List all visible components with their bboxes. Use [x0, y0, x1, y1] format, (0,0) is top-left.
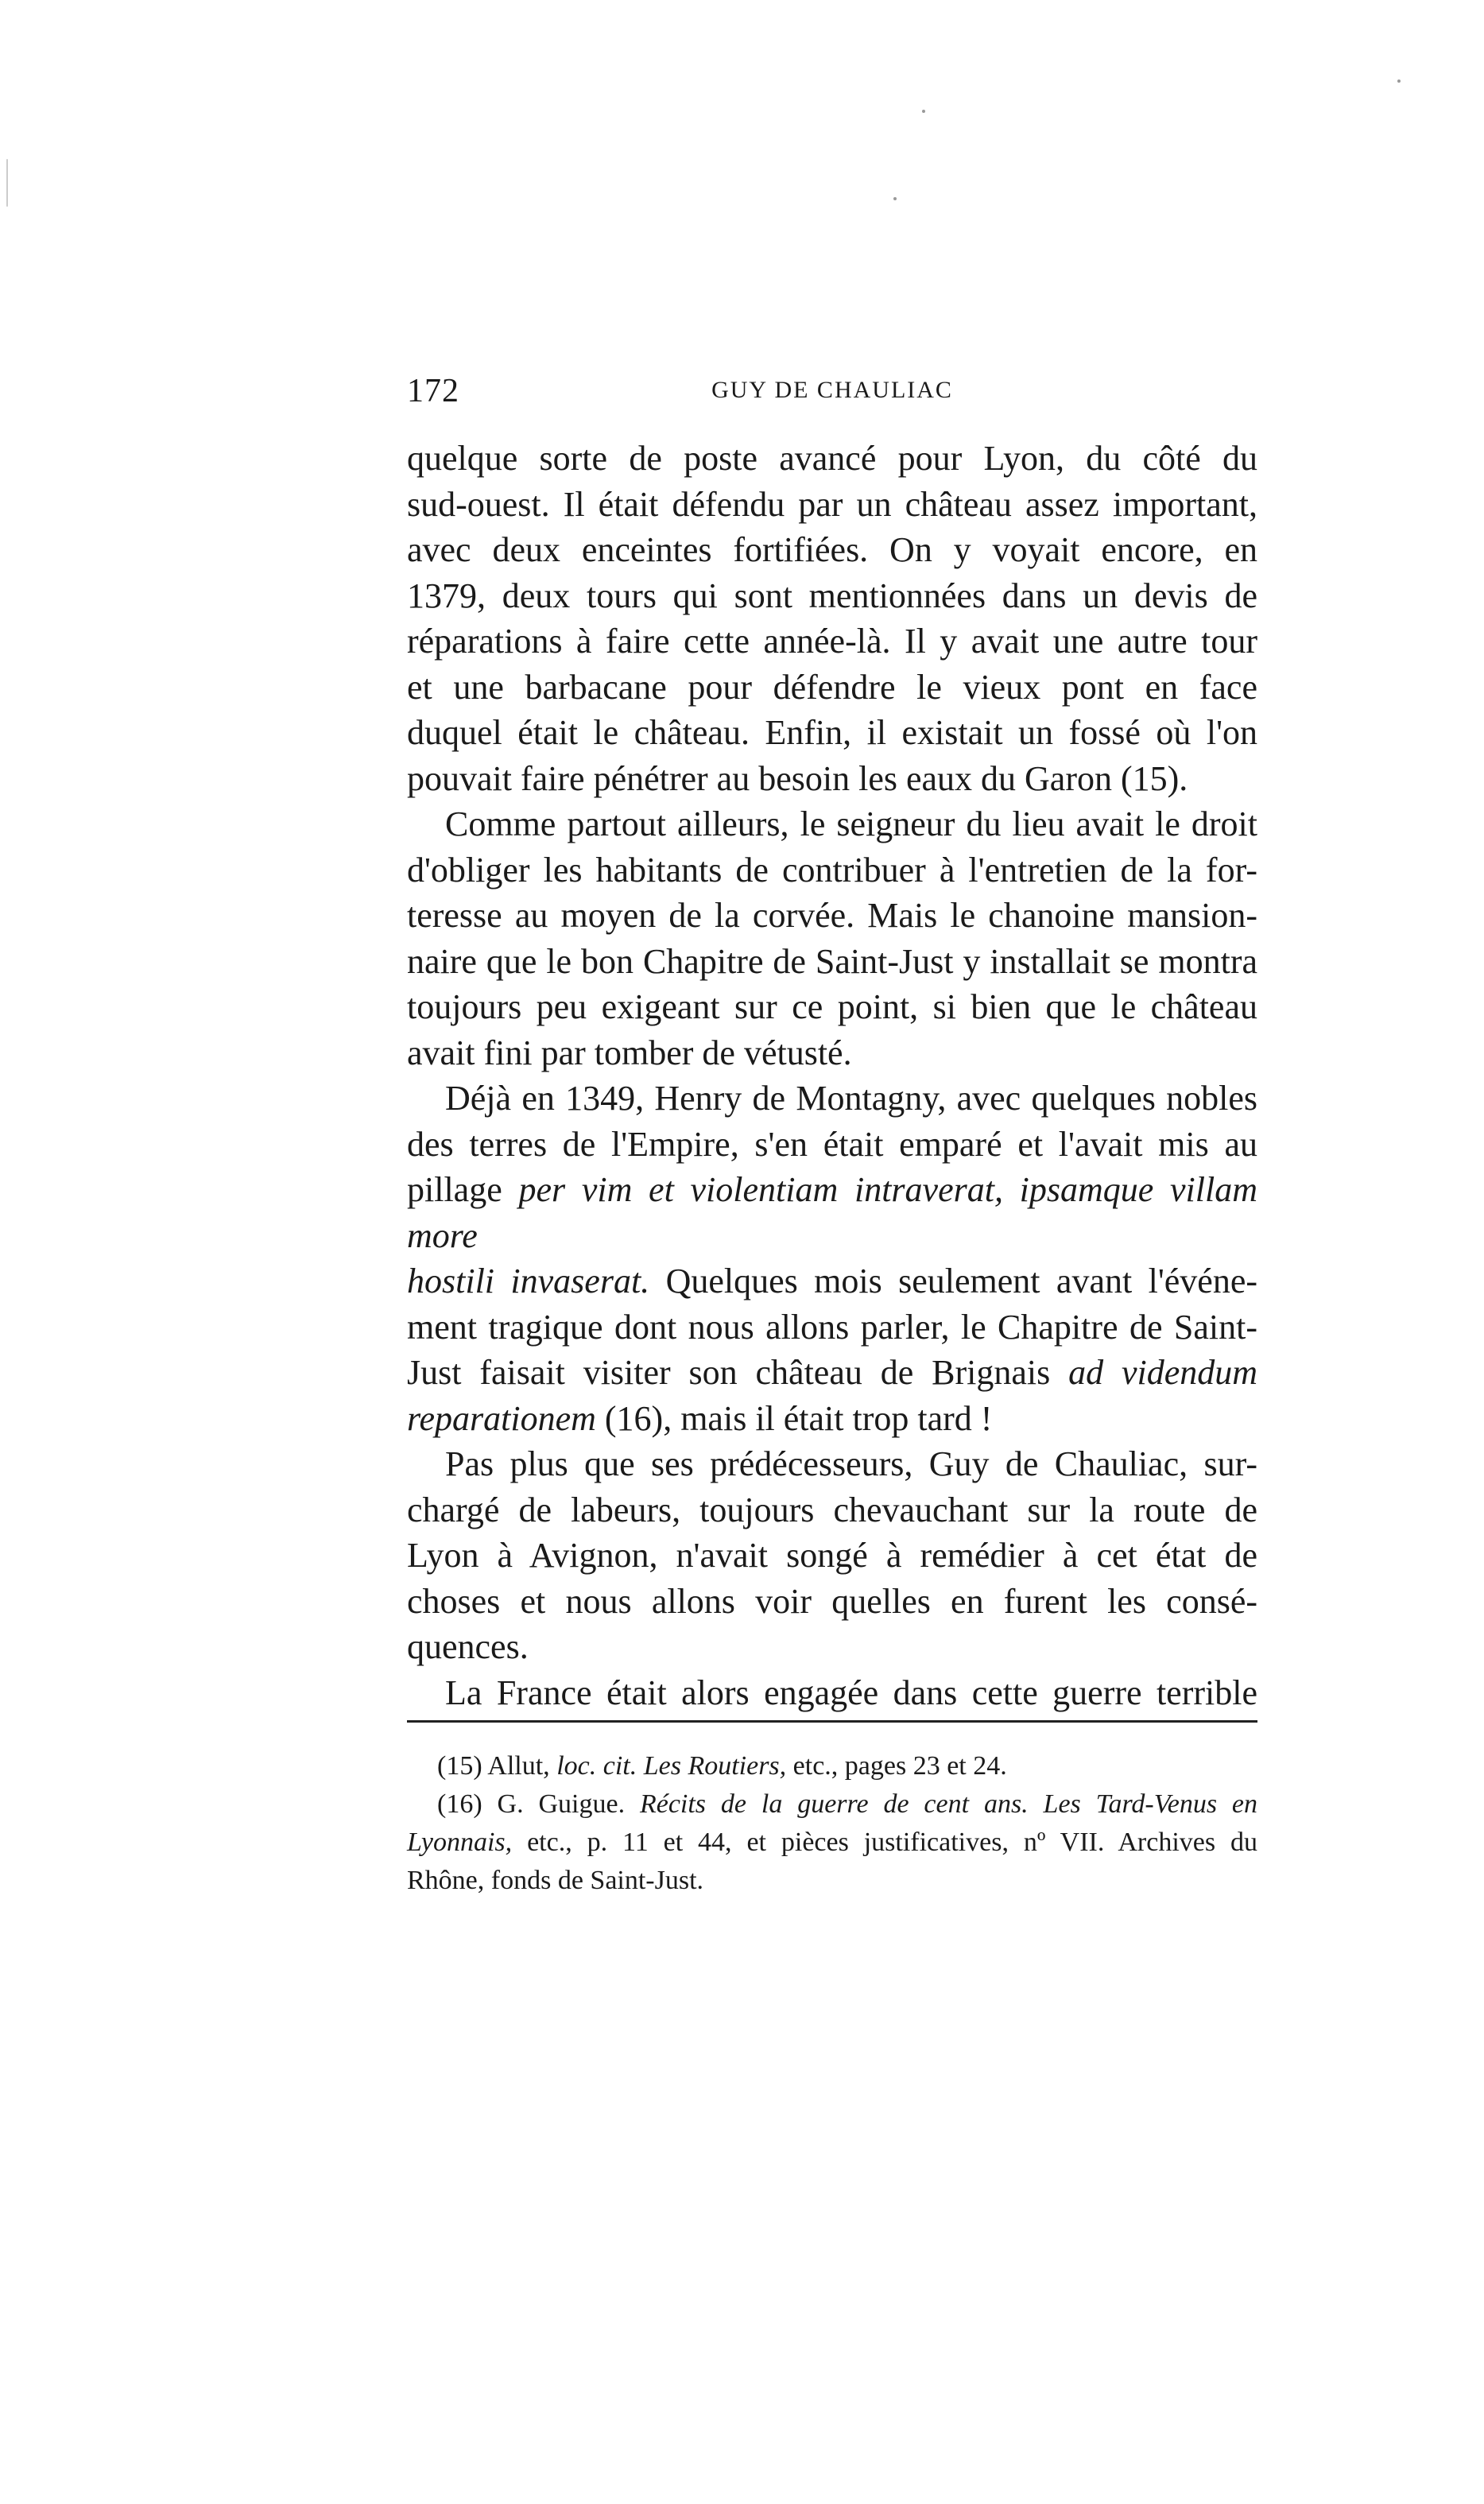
text-line: duquel était le château. Enfin, il existait un fossé où l'on	[407, 713, 1257, 752]
text-line: naire que le bon Chapitre de Saint-Just y installait se montra	[407, 941, 1257, 981]
text-run: Quelques mois seulement avant l'événe-	[649, 1262, 1257, 1300]
text-run: etc., pages 23 et 24.	[792, 1751, 1007, 1781]
footnote-rule	[407, 1720, 1257, 1723]
scan-speck	[922, 110, 925, 113]
paragraph-1	[407, 436, 1257, 801]
text-run: G. Guigue.	[497, 1789, 626, 1819]
latin-quote: per vim et violentiam intraverat, ipsamque villam more	[407, 1170, 1258, 1255]
paragraph-3	[407, 1076, 1257, 1441]
text-line: 1379, deux tours qui sont mentionnées dans un devis de	[407, 576, 1257, 615]
scan-speck	[893, 197, 897, 200]
page-header	[407, 372, 1257, 420]
citation-title: loc. cit. Les Routiers,	[556, 1751, 787, 1781]
text-line	[407, 1785, 1257, 1824]
text-line: avait fini par tomber de vétusté.	[407, 1033, 852, 1072]
paragraph-4	[407, 1441, 1257, 1670]
text-line: La France était alors engagée dans cette guerre terrible	[445, 1673, 1257, 1712]
text-line: avec deux enceintes fortifiées. On y voyait encore, en	[407, 530, 1257, 569]
text-run: pillage	[407, 1170, 519, 1209]
text-line	[407, 1350, 1257, 1396]
text-line	[407, 1167, 1257, 1258]
text-line	[407, 1122, 1257, 1168]
main-text	[407, 436, 1257, 1715]
text-line: Comme partout ailleurs, le seigneur du lieu avait le droit	[445, 804, 1257, 843]
text-line: Lyon à Avignon, n'avait songé à remédier à cet état de	[407, 1536, 1257, 1575]
footnote-number: (16)	[437, 1789, 482, 1819]
text-line: sud-ouest. Il était défendu par un château assez important,	[407, 484, 1257, 524]
text-run: ment tragique dont nous allons parler, le Chapitre de Saint-	[407, 1307, 1257, 1347]
latin-quote: ad videndum	[1068, 1353, 1257, 1392]
paragraph-2	[407, 801, 1257, 1076]
latin-quote: reparationem	[407, 1398, 596, 1438]
text-line: d'obliger les habitants de contribuer à l'entretien de la for-	[407, 850, 1257, 890]
text-line: teresse au moyen de la corvée. Mais le chanoine mansion-	[407, 896, 1257, 935]
text-line: et une barbacane pour défendre le vieux pont en face	[407, 667, 1257, 707]
text-line: quelque sorte de poste avancé pour Lyon, du côté du	[407, 439, 1257, 478]
text-line	[407, 1076, 1257, 1122]
paragraph-5	[407, 1670, 1257, 1716]
text-line: choses et nous allons voir quelles en furent les consé-	[407, 1581, 1257, 1621]
text-run: Just faisait visiter son château de Brignais	[407, 1353, 1069, 1392]
text-line	[407, 1824, 1257, 1862]
text-run: etc., p. 11 et 44, et pièces justificatives, nº VII. Archives du	[527, 1828, 1258, 1857]
text-line	[407, 1258, 1257, 1304]
citation-title: Récits de la guerre de cent ans. Les Tard-Venus en	[639, 1789, 1258, 1819]
scan-speck	[1397, 79, 1401, 83]
footnote-number: (15)	[437, 1751, 482, 1781]
page-number: 172	[407, 373, 459, 409]
text-run: des terres de l'Empire, s'en était emparé et l'avait mis au	[407, 1124, 1257, 1164]
text-line: réparations à faire cette année-là. Il y avait une autre tour	[407, 622, 1257, 661]
citation-title: Lyonnais,	[407, 1828, 513, 1857]
footnotes	[407, 1747, 1257, 1900]
text-line: Rhône, fonds de Saint-Just.	[407, 1866, 704, 1895]
footnote-15	[407, 1747, 1257, 1785]
text-run: Allut,	[487, 1751, 550, 1781]
text-line	[407, 1396, 1257, 1442]
text-line	[407, 1747, 1257, 1785]
footnote-16	[407, 1785, 1257, 1900]
text-line: pouvait faire pénétrer au besoin les eaux du Garon (15).	[407, 758, 1188, 798]
text-line	[407, 1304, 1257, 1351]
text-line: toujours peu exigeant sur ce point, si bien que le château	[407, 987, 1257, 1026]
text-line: Pas plus que ses prédécesseurs, Guy de Chauliac, sur-	[445, 1444, 1257, 1483]
text-run: (16), mais il était trop tard !	[595, 1398, 993, 1438]
latin-quote: hostili invaserat.	[407, 1262, 650, 1300]
text-line: chargé de labeurs, toujours chevauchant sur la route de	[407, 1490, 1257, 1529]
running-title: GUY DE CHAULIAC	[711, 377, 953, 403]
text-run: Déjà en 1349, Henry de Montagny, avec quelques nobles	[445, 1079, 1257, 1118]
scan-speck	[6, 159, 8, 207]
text-line: quences.	[407, 1627, 529, 1666]
